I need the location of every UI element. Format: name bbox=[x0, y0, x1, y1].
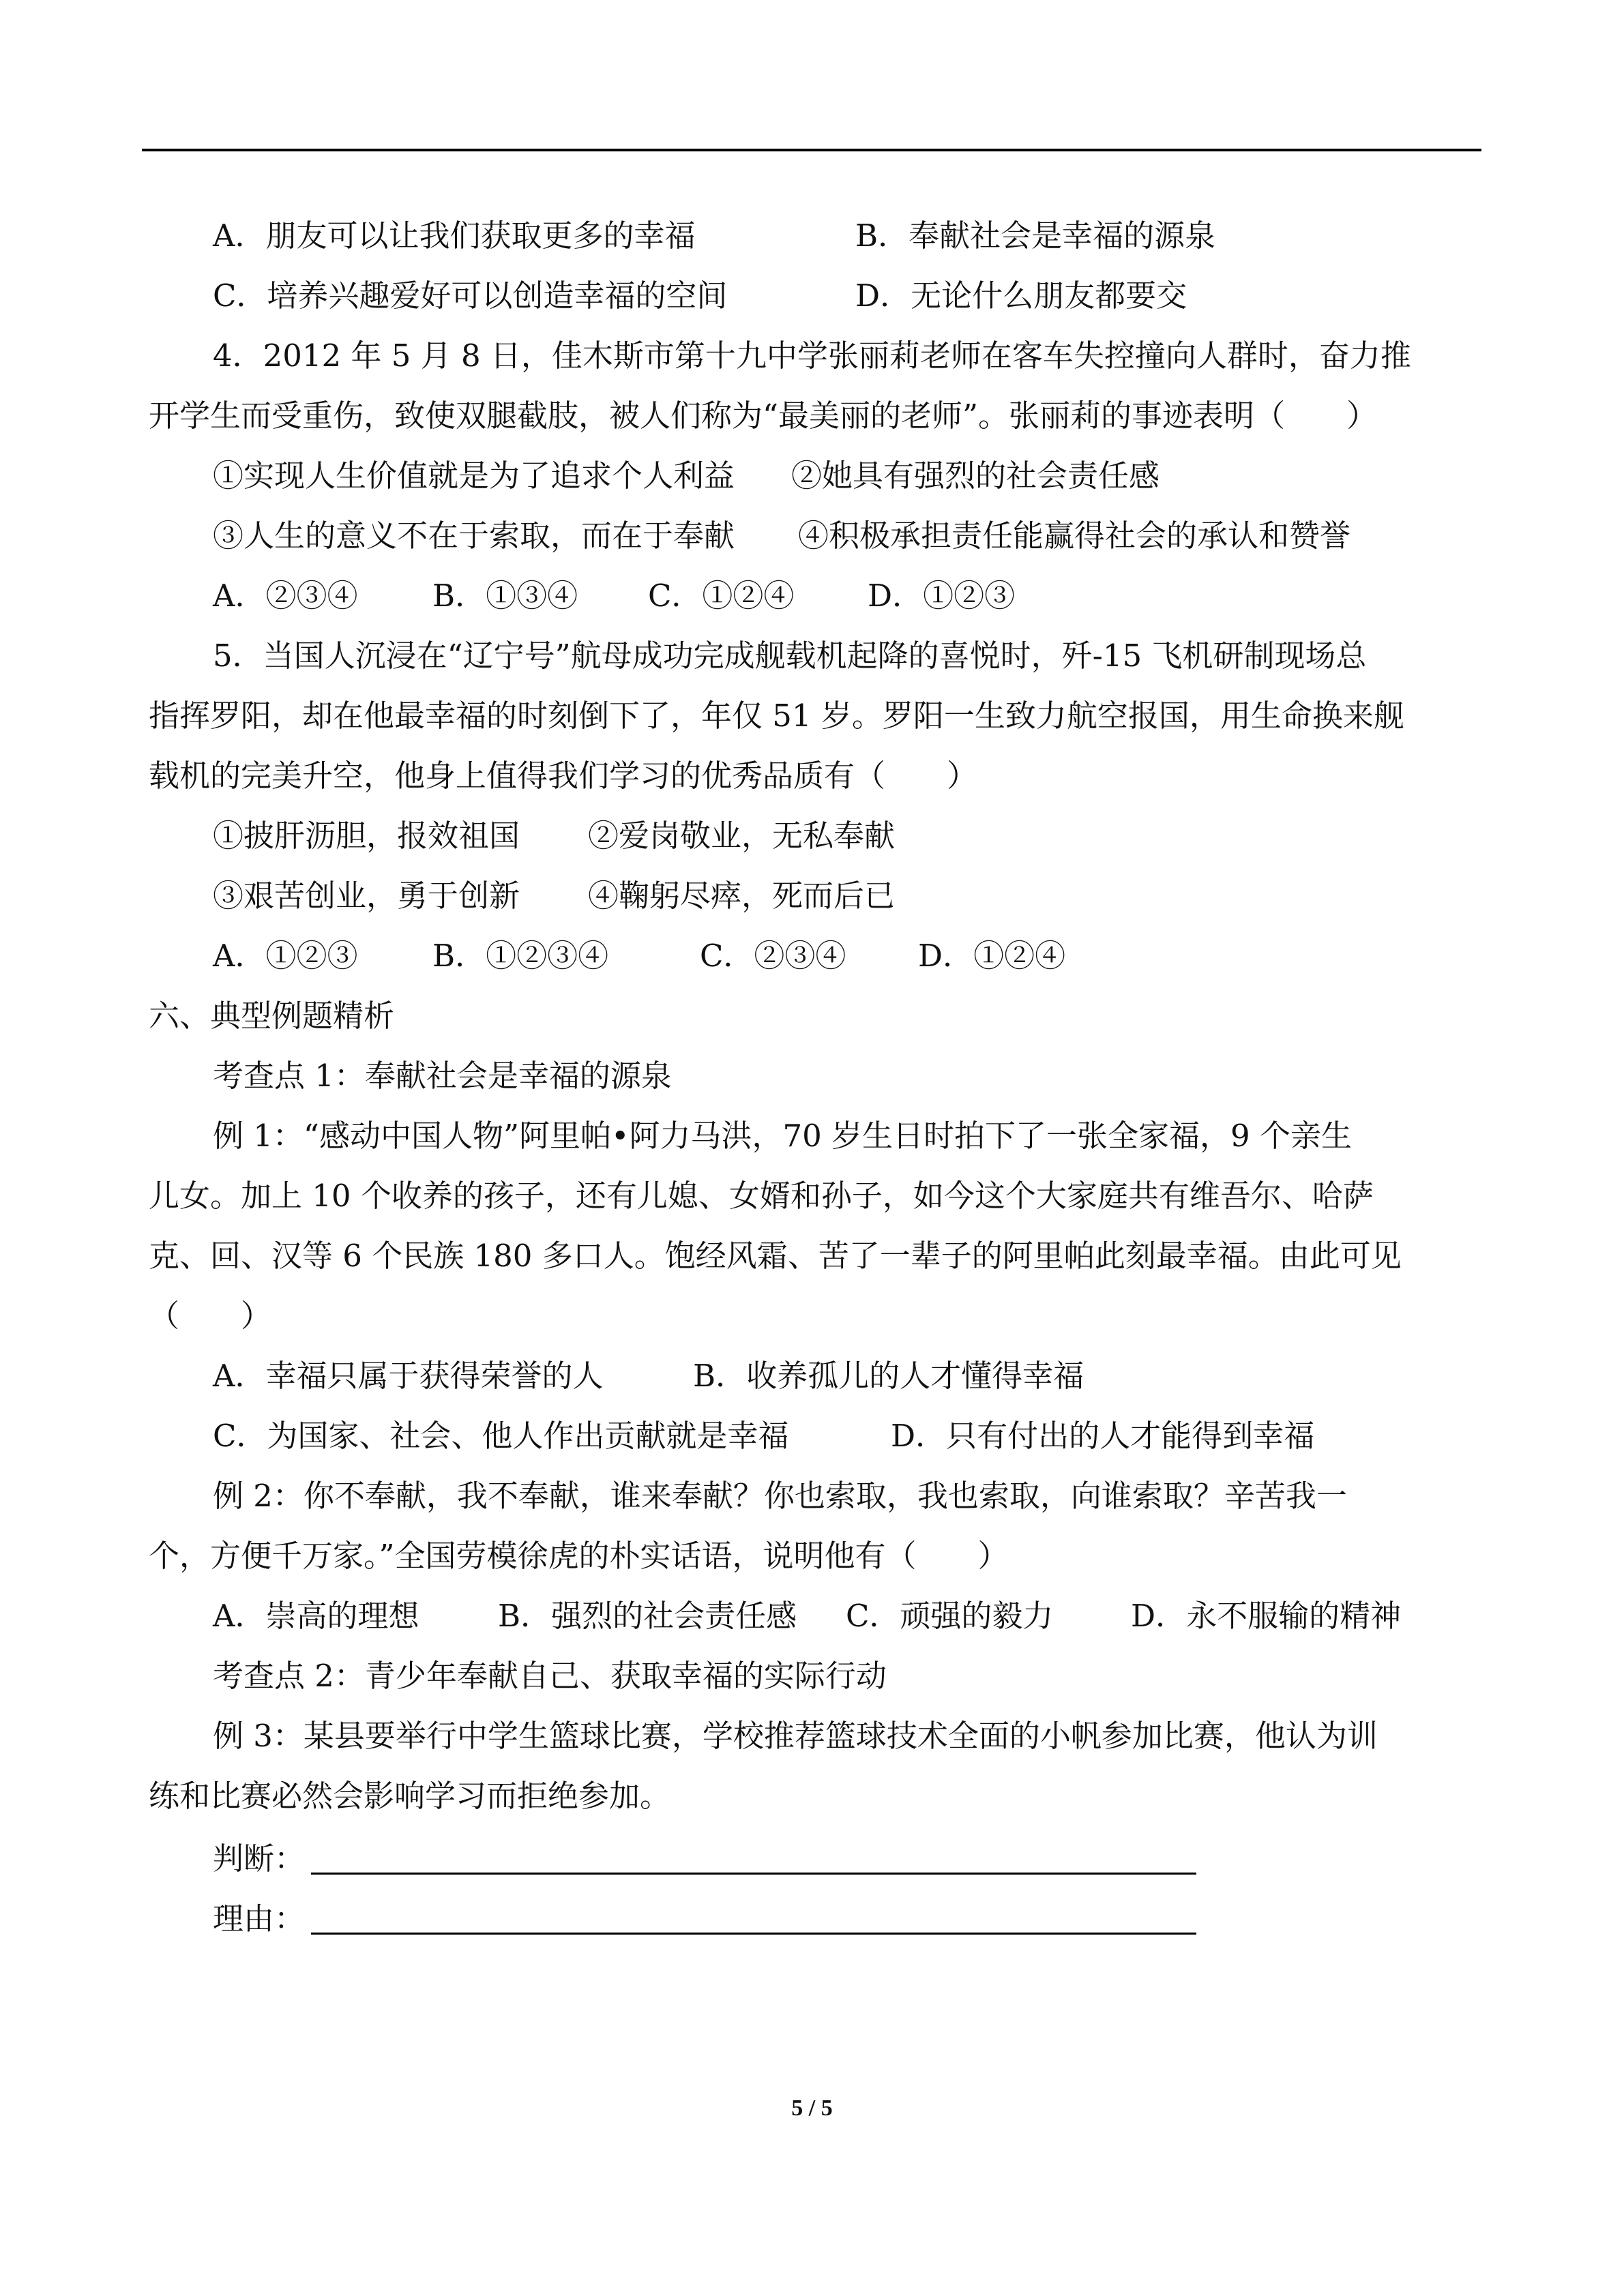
ex2-option-c: C．顽强的毅力 bbox=[846, 1598, 1054, 1634]
q3-option-d: D．无论什么朋友都要交 bbox=[855, 278, 1187, 314]
ex2-option-a: A．崇高的理想 bbox=[213, 1598, 419, 1634]
q4-item-3: ③人生的意义不在于索取，而在于奉献 bbox=[213, 518, 735, 554]
q4-item-2: ②她具有强烈的社会责任感 bbox=[791, 458, 1160, 494]
q5-stem-text-3: 载机的完美升空，他身上值得我们学习的优秀品质有（ ） bbox=[149, 758, 978, 794]
q5-item-4: ④鞠躬尽瘁，死而后已 bbox=[588, 878, 896, 914]
q4-item-1: ①实现人生价值就是为了追求个人利益 bbox=[213, 458, 735, 494]
q3-option-c: C．培养兴趣爱好可以创造幸福的空间 bbox=[213, 278, 728, 314]
ex2-option-b: B．强烈的社会责任感 bbox=[498, 1598, 797, 1634]
judge-answer-line bbox=[311, 1873, 1196, 1875]
q4-option-c: C．①②④ bbox=[648, 578, 795, 614]
section-title-text: 六、典型例题精析 bbox=[149, 998, 395, 1034]
header-rule bbox=[142, 149, 1481, 151]
q4-stem-text-2: 开学生而受重伤，致使双腿截肢，被人们称为“最美丽的老师”。张丽莉的事迹表明（ ） bbox=[149, 398, 1378, 434]
q4-item-4: ④积极承担责任能赢得社会的承认和赞誉 bbox=[798, 518, 1351, 554]
ex2-text-1: 例 2：你不奉献，我不奉献，谁来奉献？你也索取，我也索取，向谁索取？辛苦我一 bbox=[213, 1478, 1347, 1514]
q5-stem-text-1: 5．当国人沉浸在“辽宁号”航母成功完成舰载机起降的喜悦时，歼-15 飞机研制现场总 bbox=[213, 638, 1367, 674]
reason-answer-line bbox=[311, 1933, 1196, 1935]
point-2-text: 考查点 2：青少年奉献自己、获取幸福的实际行动 bbox=[213, 1658, 887, 1694]
q3-option-a: A．朋友可以让我们获取更多的幸福 bbox=[213, 218, 696, 254]
q4-option-a: A．②③④ bbox=[213, 578, 358, 614]
q4-stem-text-1: 4．2012 年 5 月 8 日，佳木斯市第十九中学张丽莉老师在客车失控撞向人群时，奋力推 bbox=[213, 338, 1411, 374]
ex1-option-d: D．只有付出的人才能得到幸福 bbox=[891, 1418, 1315, 1454]
q4-option-b: B．①③④ bbox=[432, 578, 578, 614]
q5-option-b: B．①②③④ bbox=[432, 938, 609, 974]
q5-item-1: ①披肝沥胆，报效祖国 bbox=[213, 818, 520, 854]
ex2-option-d: D．永不服输的精神 bbox=[1131, 1598, 1402, 1634]
ex1-text-3: 克、回、汉等 6 个民族 180 多口人。饱经风霜、苦了一辈子的阿里帕此刻最幸福。由此可见 bbox=[149, 1238, 1402, 1274]
q5-item-3: ③艰苦创业，勇于创新 bbox=[213, 878, 520, 914]
q4-option-d: D．①②③ bbox=[868, 578, 1016, 614]
ex1-text-1: 例 1：“感动中国人物”阿里帕•阿力马洪，70 岁生日时拍下了一张全家福，9 个亲生 bbox=[213, 1118, 1352, 1154]
reason-label: 理由： bbox=[213, 1900, 306, 1937]
page-number: 5 / 5 bbox=[791, 2096, 833, 2121]
ex1-option-a: A．幸福只属于获得荣誉的人 bbox=[213, 1358, 604, 1394]
ex3-text-1: 例 3：某县要举行中学生篮球比赛，学校推荐篮球技术全面的小帆参加比赛，他认为训 bbox=[213, 1718, 1378, 1754]
q5-option-a: A．①②③ bbox=[213, 938, 358, 974]
point-1-text: 考查点 1：奉献社会是幸福的源泉 bbox=[213, 1058, 672, 1094]
ex1-option-b: B．收养孤儿的人才懂得幸福 bbox=[693, 1358, 1084, 1394]
q3-option-b: B．奉献社会是幸福的源泉 bbox=[855, 218, 1216, 254]
q5-stem-text-2: 指挥罗阳，却在他最幸福的时刻倒下了，年仅 51 岁。罗阳一生致力航空报国，用生命换来舰 bbox=[149, 698, 1404, 734]
q5-option-c: C．②③④ bbox=[700, 938, 846, 974]
ex1-option-c: C．为国家、社会、他人作出贡献就是幸福 bbox=[213, 1418, 789, 1454]
ex2-text-2: 个，方便千万家。”全国劳模徐虎的朴实话语，说明他有（ ） bbox=[149, 1538, 1009, 1574]
q5-option-d: D．①②④ bbox=[918, 938, 1066, 974]
judge-label: 判断： bbox=[213, 1840, 306, 1877]
ex1-text-2: 儿女。加上 10 个收养的孩子，还有儿媳、女婿和孙子，如今这个大家庭共有维吾尔、哈萨 bbox=[149, 1178, 1374, 1214]
reason-row bbox=[0, 1898, 1624, 2062]
ex1-text-4: （ ） bbox=[149, 1298, 272, 1334]
ex3-text-2: 练和比赛必然会影响学习而拒绝参加。 bbox=[149, 1778, 671, 1814]
q5-item-2: ②爱岗敬业，无私奉献 bbox=[588, 818, 896, 854]
